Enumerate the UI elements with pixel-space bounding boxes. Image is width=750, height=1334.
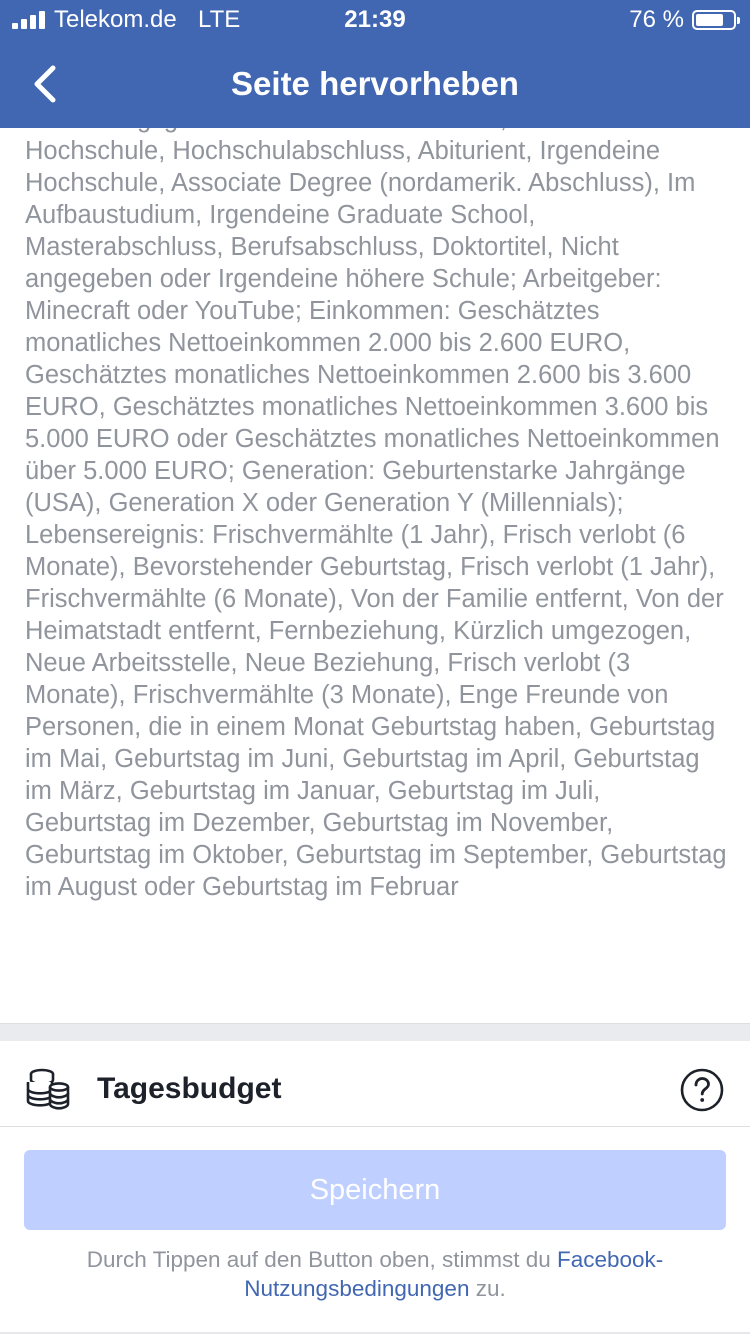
battery-icon bbox=[692, 10, 736, 30]
save-button[interactable]: Speichern bbox=[24, 1150, 726, 1230]
coins-icon bbox=[24, 1065, 72, 1111]
network-type: LTE bbox=[198, 6, 241, 33]
question-circle-icon[interactable] bbox=[680, 1068, 724, 1112]
battery-percent: 76 % bbox=[629, 6, 684, 33]
section-divider bbox=[0, 1023, 750, 1041]
terms-text: Durch Tippen auf den Button oben, stimmst du bbox=[86, 1247, 557, 1272]
terms-suffix: zu. bbox=[469, 1276, 506, 1301]
daily-budget-row[interactable] bbox=[0, 1041, 750, 1127]
terms-notice bbox=[30, 1245, 720, 1303]
back-button[interactable] bbox=[20, 56, 76, 112]
nav-bar bbox=[0, 40, 750, 128]
status-time: 21:39 bbox=[344, 6, 406, 33]
page-title: Seite hervorheben bbox=[231, 65, 519, 102]
header bbox=[0, 0, 750, 128]
targeting-description: Hochschule, Hochschulabschluss, Abiturient, Irgendeine Hochschule, Associate Degree (nordamerik. Abschluss), Im Aufbaustudium, Irgendeine Graduate School, Masterabschluss, Berufsabschluss, Doktortitel, Nicht angegeben oder Irgendeine höhere Schule; Arbeitgeber: Minecraft oder YouTube; Einkommen: Geschätztes monatliches Nettoeinkommen 2.000 bis 2.600 EURO, Geschätztes monatliches Nettoeinkommen 2.600 bis 3.600 EURO, Geschätztes monatliches Nettoeinkommen 3.600 bis 5.000 EURO oder Geschätztes monatliches Nettoeinkommen über 5.000 EURO; Generation: Geburtenstarke Jahrgänge (USA), Generation X oder Generation Y (Millennials); Lebensereignis: Frischvermählte (1 Jahr), Frisch verlobt (6 Monate), Bevorstehender Geburtstag, Frisch verlobt (1 Jahr), Frischvermählte (6 Monate), Von der Familie entfernt, Von der Heimatstadt entfernt, Fernbeziehung, Kürzlich umgezogen, Neue Arbeitsstelle, Neue Beziehung, Frisch verlobt (3 Monate), Frischvermählte (3 Monate), Enge Freunde von Personen, die in einem Monat Geburtstag haben, Geburtstag im Mai, Geburtstag im Juni, Geburtstag im April, Geburtstag im März, Geburtstag im Januar, Geburtstag im Juli, Geburtstag im Dezember, Geburtstag im November, Geburtstag im Oktober, Geburtstag im September, Geburtstag im August oder Geburtstag im Februar bbox=[25, 137, 727, 901]
terms-link[interactable]: Facebook-Nutzungsbedingungen bbox=[244, 1247, 664, 1301]
targeting-section[interactable] bbox=[0, 128, 750, 1023]
daily-budget-label: Tagesbudget bbox=[97, 1072, 282, 1105]
chevron-left-icon bbox=[20, 56, 76, 112]
carrier-name: Telekom.de bbox=[54, 6, 177, 33]
status-bar bbox=[0, 0, 750, 40]
